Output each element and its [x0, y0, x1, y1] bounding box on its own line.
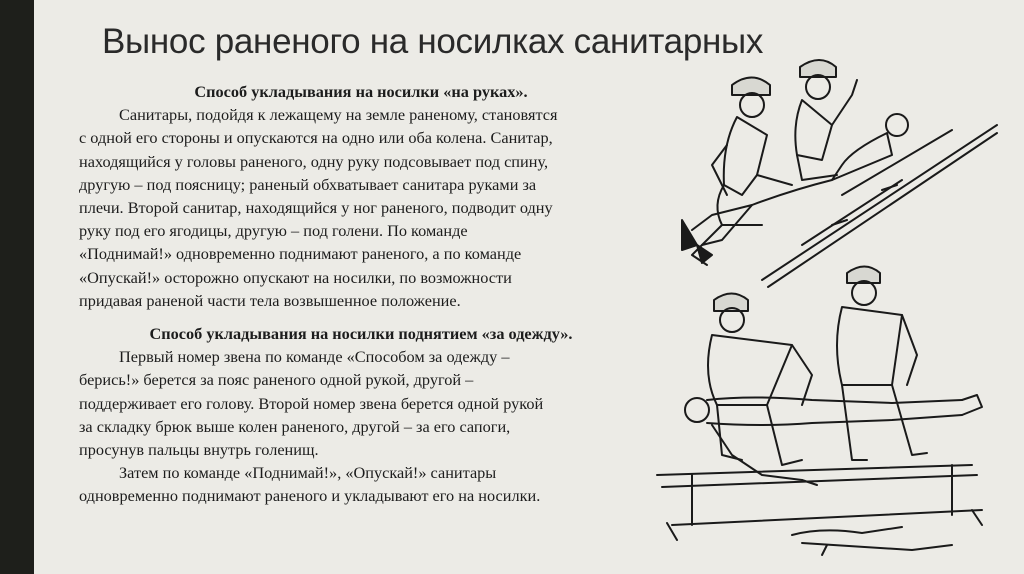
section1-line: «Опускай!» осторожно опускают на носилки, по возможности: [79, 267, 512, 287]
medic-bottom-left: [708, 294, 812, 466]
medic-top-right: [795, 60, 857, 180]
section1-line: руку под его ягодицы, другую – под голени. По команде: [79, 221, 468, 241]
section2-line: Затем по команде «Поднимай!», «Опускай!» санитары: [119, 463, 497, 483]
text-block: [79, 80, 643, 508]
stretcher-top: [762, 125, 997, 287]
medic-bottom-right: [837, 267, 927, 461]
section1-line: с одной его стороны и опускаются на одно или оба колена. Санитар,: [79, 128, 553, 148]
stretcher-illustration: [652, 55, 1004, 565]
section1-line: придавая раненой части тела возвышенное положение.: [79, 290, 461, 310]
section2-line: просунув пальцы внутрь голенищ.: [79, 440, 319, 460]
section1-line: плечи. Второй санитар, находящийся у ног раненого, подводит одну: [79, 198, 553, 218]
section1-line: другую – под поясницу; раненый обхватывает санитара руками за: [79, 174, 537, 194]
section-gap: [79, 312, 643, 322]
section2-line: одновременно поднимают раненого и укладывают его на носилки.: [79, 486, 541, 506]
section2-line: поддерживает его голову. Второй номер звена берется одной рукой: [79, 393, 544, 413]
slide-title: Вынос раненого на носилках санитарных: [102, 22, 764, 61]
wounded-bottom: [685, 395, 982, 485]
section2-line: за складку брюк выше колен раненого, другой – за его сапоги,: [79, 416, 511, 436]
medic-top-left: [692, 78, 792, 266]
stretcher-bottom: [657, 465, 982, 540]
section2-line: берись!» берется за пояс раненого одной рукой, другой –: [79, 370, 474, 390]
section1-line: находящийся у головы раненого, одну руку подсовывает под спину,: [79, 151, 549, 171]
section1-line: «Поднимай!» одновременно поднимают раненого, а по команде: [79, 244, 522, 264]
section2-line: Первый номер звена по команде «Способом за одежду –: [119, 347, 510, 367]
rifle: [802, 543, 952, 555]
section1-heading: Способ укладывания на носилки «на руках».: [194, 82, 528, 101]
section2-heading: Способ укладывания на носилки поднятием «за одежду».: [149, 324, 573, 344]
left-accent-bar: [0, 0, 34, 574]
section1-line: Санитары, подойдя к лежащему на земле раненому, становятся: [119, 105, 558, 125]
